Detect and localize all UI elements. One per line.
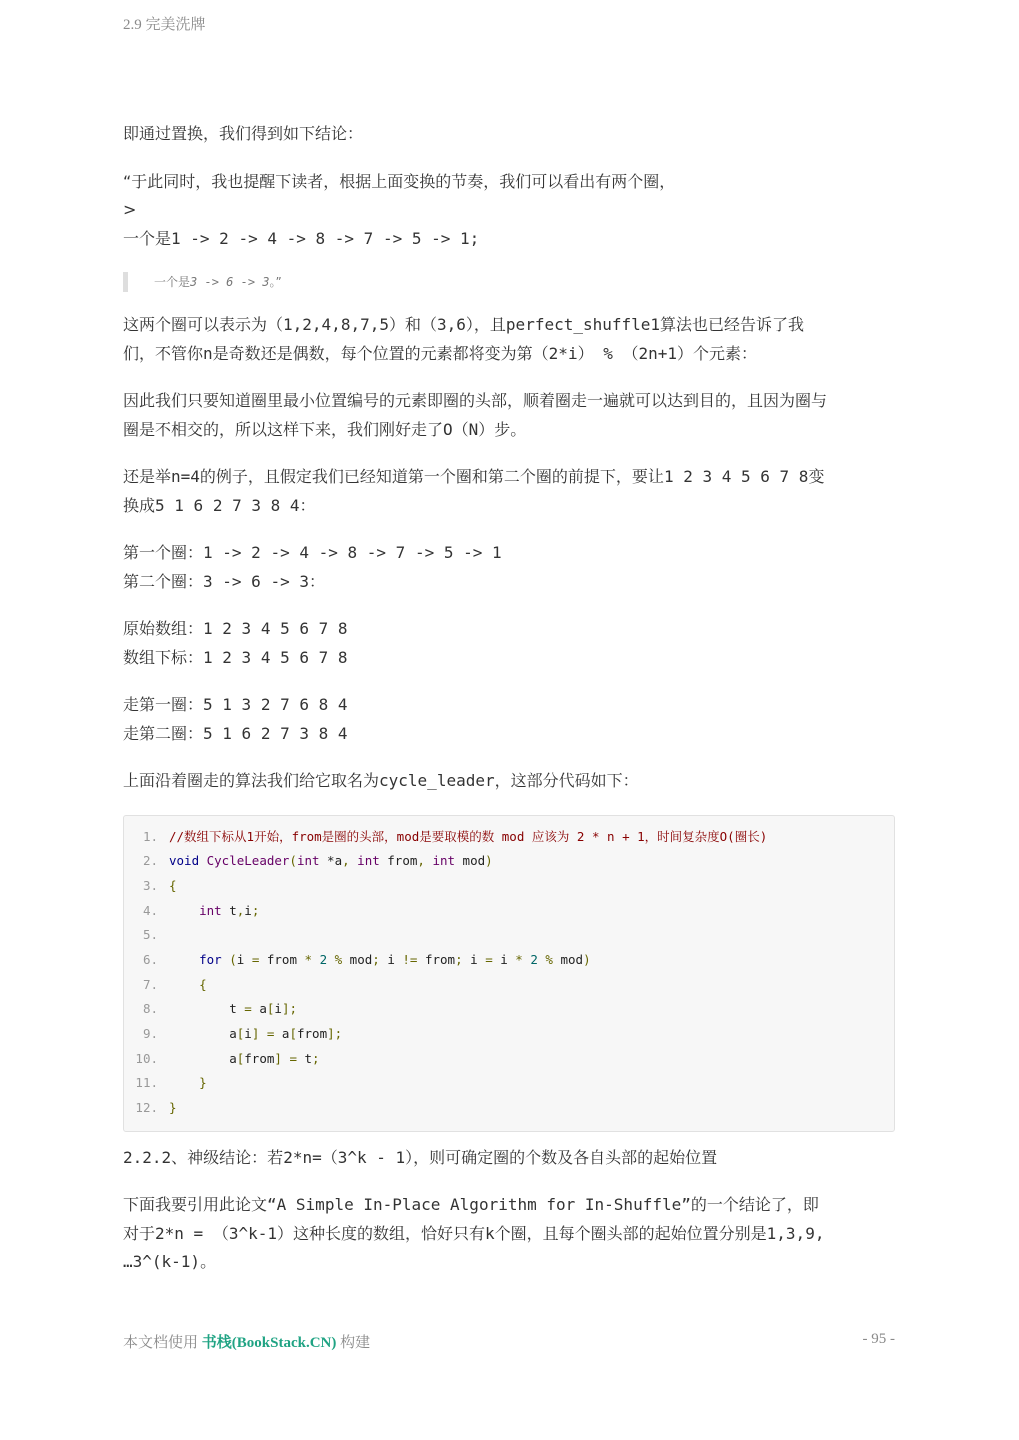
code-indent (169, 1075, 199, 1090)
code-line (124, 1047, 894, 1072)
code-token (312, 952, 320, 967)
code-text (169, 997, 297, 1022)
text-run: 这种长度的数组，恰好只有 (292, 1223, 485, 1243)
text-run: 走第一圈： (123, 695, 204, 714)
inline-code: n=4 (171, 467, 200, 486)
code-text (169, 1071, 207, 1096)
text-run: 的一个结论了，即 (690, 1195, 819, 1215)
code-token: [ (289, 1026, 297, 1041)
inline-code: 1 -> 2 -> 4 -> 8 -> 7 -> 5 -> 1; (171, 228, 480, 248)
code-token: 2 (319, 951, 328, 967)
text-run: 第一个圈： (123, 543, 204, 562)
inline-code: 1 2 3 4 5 6 7 8 (663, 467, 809, 486)
walk-2-line (123, 720, 895, 749)
code-token: t (296, 1050, 313, 1066)
paragraph-line: “于此同时，我也提醒下读者，根据上面变换的节奏，我们可以看出有两个圈， (123, 171, 676, 191)
code-token: i (492, 951, 516, 967)
code-token: mod (552, 951, 584, 967)
text-run: 。” (269, 275, 282, 289)
code-token: mod (342, 951, 373, 967)
paragraph-paper-conclusion (123, 1191, 895, 1277)
code-token: [ (266, 1001, 275, 1017)
code-line (124, 899, 894, 924)
inline-code: （2*i） % （2n+1） (532, 343, 694, 363)
code-line (124, 973, 894, 998)
code-token: t (229, 1001, 245, 1017)
inline-code: 2*n = （3^k-1） (155, 1223, 293, 1243)
text-run: 则可确定圈的个数及各自头部的起始位置 (429, 1147, 718, 1167)
text-run: 一个是 (154, 275, 191, 289)
inline-code: cycle_leader (379, 771, 495, 790)
code-line (124, 849, 894, 874)
code-token: a (229, 1026, 237, 1041)
paragraph-circles-list (123, 539, 895, 596)
code-token: = (251, 951, 260, 967)
line-number: 1. (142, 828, 158, 844)
line-number: 10. (135, 1050, 158, 1066)
inline-code: k (485, 1223, 495, 1243)
text-run: 且 (489, 315, 506, 334)
code-token: ; (312, 1050, 320, 1066)
code-token: a (229, 1050, 237, 1066)
code-token: [ (236, 1050, 245, 1066)
code-token: , (236, 902, 245, 918)
paragraph-circle-head (123, 387, 895, 444)
code-token: i (244, 902, 252, 918)
inline-code: O（N） (443, 419, 495, 439)
inline-code: perfect_shuffle1 (505, 315, 661, 334)
inline-code: 5 1 6 2 7 3 8 4 (203, 723, 348, 743)
text-run: 算法也已经告诉了我 (660, 315, 805, 334)
paragraph-cycle-leader-intro (123, 767, 895, 796)
text-run: 步。 (494, 419, 527, 439)
line-number: 9. (142, 1026, 158, 1041)
array-index-line (123, 644, 895, 673)
circle-2-line (123, 568, 895, 597)
inline-code: 2*n=（3^k - 1）， (283, 1147, 430, 1167)
code-token: int (349, 853, 380, 869)
paragraph-line (123, 1220, 895, 1249)
code-token: ; (455, 951, 463, 967)
code-text: { (169, 877, 177, 893)
paragraph-conclusion-intro: 即通过置换，我们得到如下结论： (123, 124, 364, 143)
code-token (259, 1026, 267, 1041)
text-run: 的例子，且假定我们已经知道第一个圈和第二个圈的前提下，要让 (199, 467, 664, 486)
text-run: 还是举 (123, 467, 172, 486)
code-token: ) (583, 951, 591, 967)
inline-code: 3 -> 6 -> 3 (190, 275, 270, 289)
code-token: = (244, 1001, 252, 1017)
footer-text: 构建 (336, 1335, 371, 1351)
code-block[interactable] (123, 815, 895, 1132)
code-token: *a (319, 853, 343, 869)
line-number: 7. (142, 976, 158, 992)
text-run: ： (299, 495, 316, 515)
paragraph-two-circles (123, 168, 895, 254)
inline-code: 1 -> 2 -> 4 -> 8 -> 7 -> 5 -> 1 (203, 543, 502, 562)
code-token: a (251, 1001, 267, 1017)
inline-code: 5 1 6 2 7 3 8 4 (155, 495, 300, 515)
paragraph-line (123, 492, 895, 521)
code-token: ] (274, 1050, 282, 1066)
code-line (124, 1096, 894, 1121)
line-number: 4. (142, 902, 158, 918)
paragraph-walks (123, 691, 895, 748)
code-token: a (274, 1026, 290, 1041)
text-run: 对于 (123, 1223, 156, 1243)
code-text (169, 1022, 342, 1047)
inline-code: n (203, 343, 213, 363)
text-run: 。 (200, 1252, 217, 1272)
line-number: 2. (142, 853, 158, 869)
line-number: 3. (142, 877, 158, 893)
code-token: i (379, 951, 403, 967)
code-line (124, 1071, 894, 1096)
line-number: 11. (135, 1075, 158, 1091)
inline-code: 1 2 3 4 5 6 7 8 (203, 619, 348, 638)
text-run: 上面沿着圈走的算法我们给它取名为 (123, 771, 380, 790)
code-token: ( (289, 853, 297, 869)
code-text (169, 973, 207, 998)
paragraph-line (123, 340, 895, 369)
code-token (327, 952, 335, 967)
code-text (169, 1047, 320, 1072)
section-heading (123, 1144, 895, 1173)
paragraph-line (123, 416, 895, 445)
code-token: ]; (281, 1001, 297, 1017)
code-token: != (402, 951, 418, 967)
circle-1-line (123, 539, 895, 568)
code-token: i (236, 951, 252, 967)
page-header-title: 2.9 完美洗牌 (123, 17, 206, 33)
code-token: void (169, 853, 200, 869)
inline-code: 2.2.2 (123, 1147, 172, 1167)
code-token: CycleLeader (199, 853, 290, 869)
code-token: = (266, 1026, 275, 1041)
code-line (124, 874, 894, 899)
paragraph-line (123, 225, 895, 254)
code-comment: //数组下标从1开始，from是圈的头部，mod是要取模的数 mod 应该为 2 * n + 1，时间复杂度O(圈长) (169, 828, 768, 844)
code-token: int (199, 902, 222, 918)
text-run: 原始数组： (123, 619, 204, 638)
page-number: - 95 - (862, 1331, 895, 1347)
quote-marker: > (123, 200, 137, 219)
inline-code: 1,3,9, (766, 1223, 825, 1243)
blockquote (123, 272, 895, 292)
code-token: = (485, 951, 493, 967)
paragraph-circle-representation (123, 311, 895, 368)
code-token: i (244, 1026, 252, 1041)
line-number: 5. (142, 927, 158, 943)
code-token: from (244, 1050, 275, 1066)
code-indent (169, 903, 199, 918)
text-run: 走第二圈： (123, 723, 204, 743)
code-line (124, 825, 894, 850)
code-indent (169, 952, 199, 967)
text-run: 们，不管你 (123, 343, 204, 363)
inline-code: （3,6）， (421, 315, 490, 334)
code-token: ; (372, 951, 380, 967)
code-token: = (289, 1050, 297, 1066)
text-run: 下面我要引用此论文 (123, 1195, 268, 1215)
paragraph-line (123, 1191, 895, 1220)
page-footer (123, 1331, 895, 1352)
code-text (169, 849, 493, 874)
code-token: 2 (530, 951, 538, 967)
code-indent (169, 1026, 229, 1041)
code-line (124, 997, 894, 1022)
code-token: ) (485, 853, 493, 869)
code-token: , (417, 853, 425, 869)
code-token: ( (229, 951, 237, 967)
code-token: mod (455, 853, 486, 869)
code-token: from (417, 951, 456, 967)
code-token: t (221, 902, 237, 918)
code-token: ; (251, 902, 260, 918)
inline-code: 1 2 3 4 5 6 7 8 (203, 647, 348, 667)
code-token: [ (236, 1026, 245, 1041)
text-run: 、神级结论：若 (171, 1147, 284, 1167)
code-token: i (462, 951, 486, 967)
code-token: from (379, 853, 418, 869)
text-run: 换成 (123, 495, 156, 515)
code-indent (169, 977, 199, 992)
paragraph-line: 因此我们只要知道圈里最小位置编号的元素即圈的头部，顺着圈走一遍就可以达到目的，且因为圈与 (123, 391, 828, 410)
code-text (169, 948, 591, 973)
code-line (124, 1022, 894, 1047)
code-token: , (342, 853, 350, 869)
text-run: 是奇数还是偶数，每个位置的元素都将变为第 (212, 343, 533, 363)
text-run: ： (308, 571, 325, 591)
code-token: } (199, 1075, 207, 1091)
walk-1-line (123, 691, 895, 720)
code-token: % (334, 951, 343, 967)
inline-code: （1,2,4,8,7,5） (267, 315, 405, 334)
code-token: % (545, 951, 553, 967)
inline-code: “A Simple In-Place Algorithm for In-Shuffle” (267, 1195, 691, 1215)
code-text: } (169, 1100, 177, 1116)
paragraph-line (123, 463, 895, 492)
footer-brand-link[interactable]: 书栈(BookStack.CN) (201, 1335, 337, 1351)
text-run: 和 (404, 315, 421, 334)
text-run: 这两个圈可以表示为 (123, 315, 268, 334)
paragraph-example (123, 463, 895, 520)
code-token: from (297, 1026, 328, 1041)
code-token: ]; (327, 1026, 343, 1041)
text-run: ，这部分代码如下： (494, 771, 639, 790)
code-token: for (199, 951, 222, 967)
code-token: i (274, 1001, 282, 1017)
inline-code: 3 -> 6 -> 3 (203, 571, 309, 591)
footer-text: 本文档使用 (123, 1335, 202, 1351)
text-run: 个圈，且每个圈头部的起始位置分别是 (494, 1223, 767, 1243)
text-run: 圈是不相交的，所以这样下来，我们刚好走了 (123, 419, 444, 439)
code-line (124, 948, 894, 973)
text-run: 变 (808, 467, 825, 486)
text-run: 个元素： (693, 343, 758, 363)
code-token: * (304, 951, 313, 967)
line-number: 8. (142, 1001, 158, 1017)
text-run: 数组下标： (123, 647, 204, 667)
line-number: 6. (142, 951, 158, 967)
paragraph-line (123, 311, 895, 340)
original-array-line (123, 615, 895, 644)
code-token: from (259, 951, 305, 967)
line-number: 12. (135, 1100, 158, 1116)
code-token: int (424, 853, 456, 869)
code-token: int (296, 853, 320, 869)
article-body (123, 120, 895, 1296)
text-run: 一个是 (123, 228, 172, 248)
code-indent (169, 1001, 229, 1016)
code-text (169, 899, 259, 924)
code-token: { (199, 976, 207, 992)
code-token: ] (251, 1026, 260, 1041)
inline-code: …3^(k-1) (123, 1252, 201, 1272)
inline-code: 5 1 3 2 7 6 8 4 (203, 695, 348, 714)
paragraph-arrays (123, 615, 895, 672)
paragraph-line (123, 1248, 895, 1277)
code-token: * (515, 951, 523, 967)
text-run: 第二个圈： (123, 571, 204, 591)
code-line (124, 923, 894, 948)
code-indent (169, 1051, 229, 1066)
